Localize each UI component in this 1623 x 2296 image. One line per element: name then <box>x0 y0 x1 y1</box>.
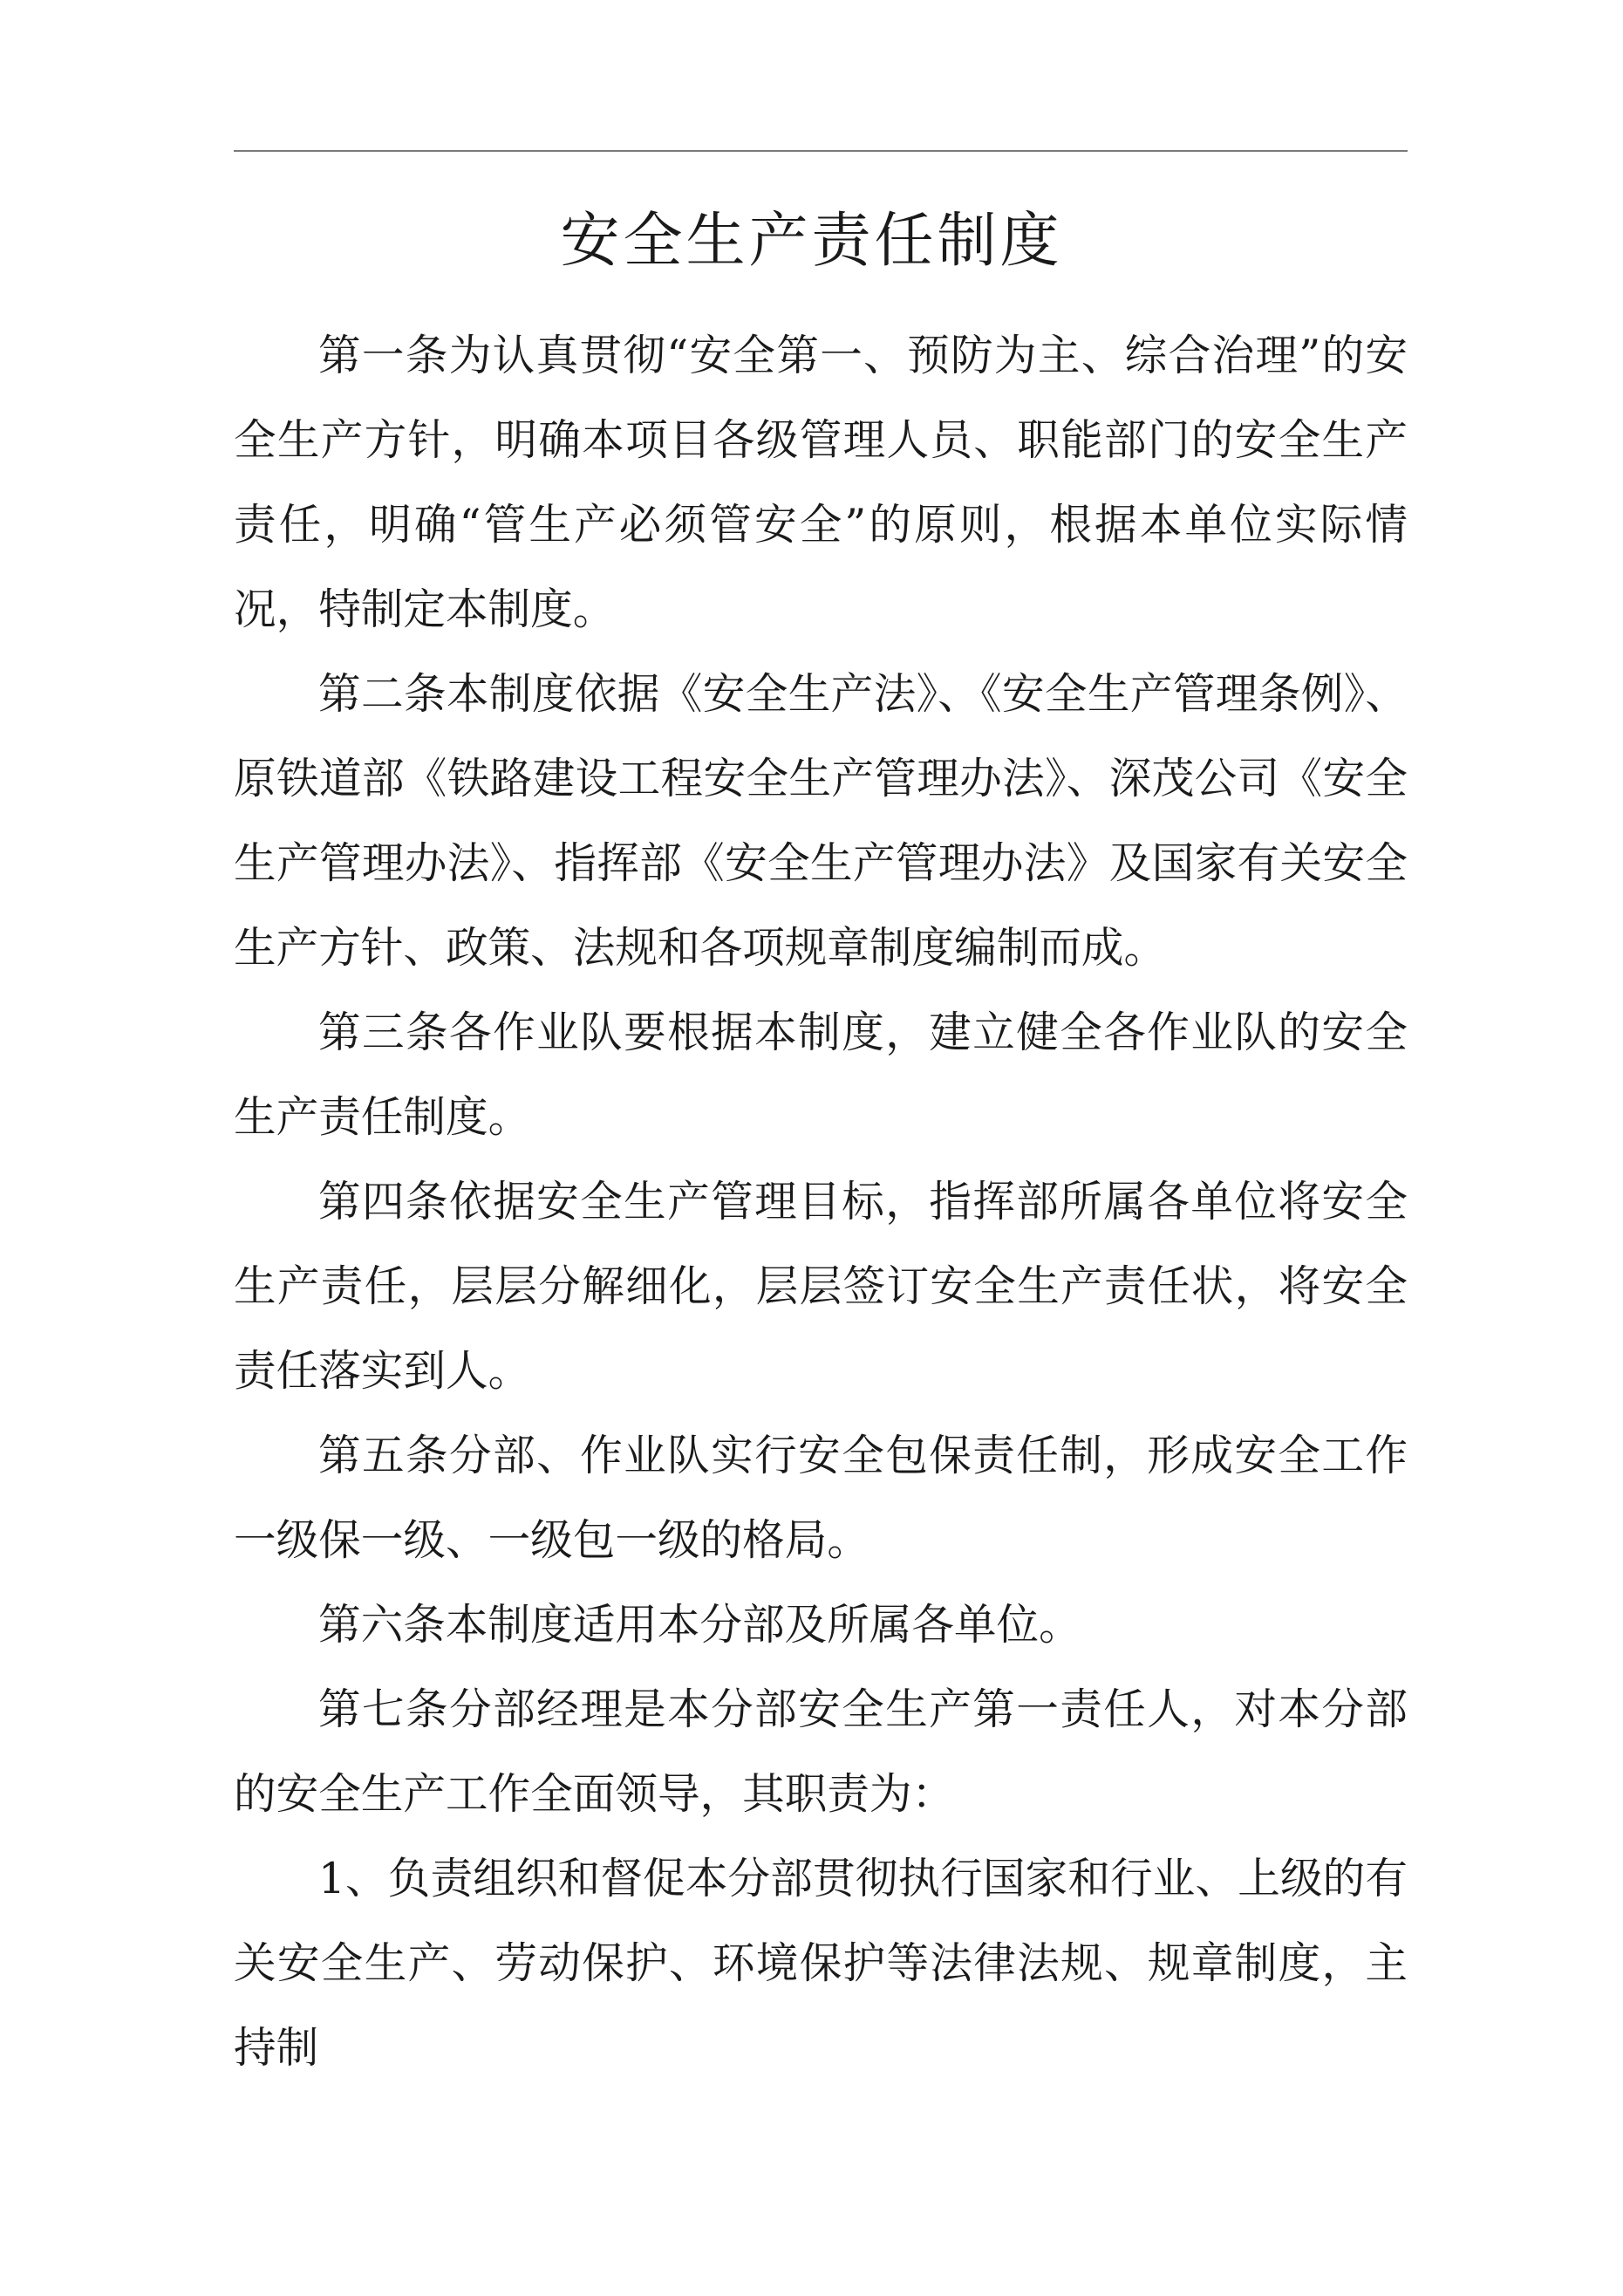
article-1-paragraph: 第一条为认真贯彻“安全第一、预防为主、综合治理”的安全生产方针，明确本项目各级管理人员、职能部门的安全生产责任，明确“管生产必须管安全”的原则，根据本单位实际情况，特制定本制度。 <box>234 331 1408 634</box>
article-7-paragraph: 第七条分部经理是本分部安全生产第一责任人，对本分部的安全生产工作全面领导，其职责为： <box>234 1685 1408 1819</box>
article-6-paragraph: 第六条本制度适用本分部及所属各单位。 <box>318 1601 1081 1650</box>
article-2-paragraph: 第二条本制度依据《安全生产法》、《安全生产管理条例》、原铁道部《铁路建设工程安全生产管理办法》、深茂公司《安全生产管理办法》、指挥部《安全生产管理办法》及国家有关安全生产方针、政策、法规和各项规章制度编制而成。 <box>234 670 1408 973</box>
duty-item-1-paragraph: 1、负责组织和督促本分部贯彻执行国家和行业、上级的有关安全生产、劳动保护、环境保护等法律法规、规章制度，主持制 <box>234 1855 1408 2073</box>
article-3-paragraph: 第三条各作业队要根据本制度，建立健全各作业队的安全生产责任制度。 <box>234 1008 1408 1142</box>
header-rule <box>234 150 1408 152</box>
article-5-paragraph: 第五条分部、作业队实行安全包保责任制，形成安全工作一级保一级、一级包一级的格局。 <box>234 1432 1408 1565</box>
article-4-paragraph: 第四条依据安全生产管理目标，指挥部所属各单位将安全生产责任，层层分解细化，层层签订安全生产责任状，将安全责任落实到人。 <box>234 1178 1408 1396</box>
document-title: 安全生产责任制度 <box>560 207 1063 276</box>
document-body <box>234 314 1408 2091</box>
